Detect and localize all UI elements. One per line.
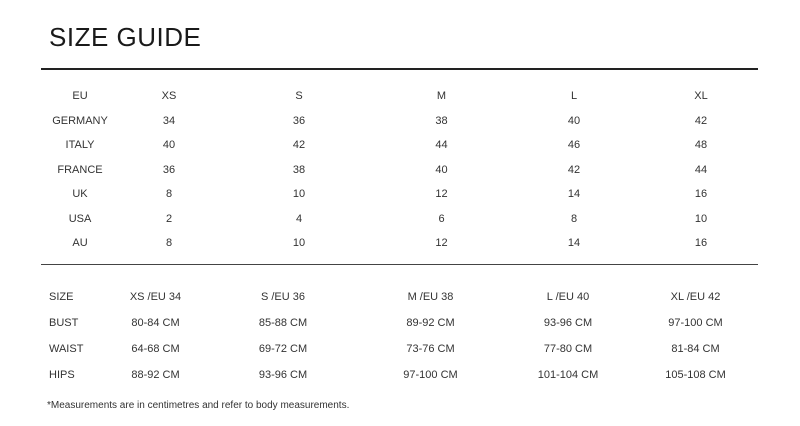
- row-label: UK: [72, 188, 88, 201]
- table-cell: 93-96 CM: [258, 369, 308, 381]
- table-cell: 12: [435, 237, 448, 250]
- table-cell: 46: [567, 139, 581, 152]
- table-cell: 105-108 CM: [665, 369, 726, 381]
- table-cell: 10: [694, 212, 708, 225]
- table-cell: 40: [567, 114, 581, 127]
- conversion-row-header: [41, 84, 758, 109]
- conversion-row: [41, 109, 758, 134]
- table-cell: 64-68 CM: [131, 343, 180, 355]
- row-label: FRANCE: [57, 163, 103, 176]
- table-cell: S /EU 36: [260, 291, 306, 303]
- table-cell: XS: [161, 90, 177, 103]
- row-label: BUST: [49, 317, 79, 329]
- row-label: WAIST: [49, 343, 84, 355]
- row-label: USA: [68, 212, 92, 225]
- table-cell: 8: [165, 188, 173, 201]
- table-cell: 101-104 CM: [537, 369, 599, 381]
- table-cell: 10: [292, 237, 306, 250]
- table-cell: M /EU 38: [407, 291, 454, 303]
- measurement-row-header: [41, 284, 758, 310]
- measurement-row: [41, 362, 758, 388]
- table-cell: 40: [435, 163, 448, 176]
- table-cell: 40: [162, 139, 176, 152]
- size-conversion-table: [41, 84, 758, 256]
- footnote: *Measurements are in centimetres and refer to body measurements.: [47, 400, 350, 411]
- table-cell: 8: [165, 237, 173, 250]
- section-divider: [41, 264, 758, 265]
- table-cell: 8: [570, 212, 578, 225]
- table-cell: XS /EU 34: [129, 291, 182, 303]
- table-cell: 80-84 CM: [131, 317, 180, 329]
- table-cell: 34: [162, 114, 176, 127]
- table-cell: 36: [292, 114, 306, 127]
- conversion-row: [41, 231, 758, 256]
- table-cell: 6: [438, 212, 445, 225]
- table-cell: 69-72 CM: [258, 343, 308, 355]
- table-cell: 42: [567, 163, 581, 176]
- table-cell: 48: [694, 139, 708, 152]
- table-cell: 14: [567, 188, 581, 201]
- table-cell: 38: [292, 163, 306, 176]
- table-cell: 16: [694, 188, 708, 201]
- conversion-row: [41, 182, 758, 207]
- row-label: ITALY: [65, 139, 95, 152]
- table-cell: XL: [694, 90, 708, 103]
- table-cell: S: [295, 90, 303, 103]
- top-divider: [41, 68, 758, 70]
- table-cell: 12: [435, 188, 448, 201]
- table-cell: 4: [295, 212, 303, 225]
- table-cell: 10: [292, 188, 306, 201]
- conversion-row: [41, 158, 758, 183]
- measurement-row: [41, 336, 758, 362]
- table-cell: M: [436, 90, 447, 103]
- table-cell: 88-92 CM: [131, 369, 180, 381]
- row-label: HIPS: [49, 369, 75, 381]
- conversion-row: [41, 133, 758, 158]
- table-cell: 14: [567, 237, 581, 250]
- table-cell: L: [570, 90, 578, 103]
- measurement-row: [41, 310, 758, 336]
- table-cell: XL /EU 42: [670, 291, 721, 303]
- table-cell: 42: [292, 139, 306, 152]
- table-cell: 38: [435, 114, 448, 127]
- table-cell: 97-100 CM: [403, 369, 458, 381]
- table-cell: 93-96 CM: [543, 317, 593, 329]
- body-measurements-table: [41, 284, 758, 388]
- table-cell: 73-76 CM: [406, 343, 455, 355]
- table-cell: 81-84 CM: [671, 343, 720, 355]
- conversion-row: [41, 207, 758, 232]
- table-cell: 77-80 CM: [543, 343, 593, 355]
- row-label: SIZE: [49, 291, 74, 303]
- page-title: SIZE GUIDE: [49, 22, 202, 52]
- table-cell: 2: [165, 212, 173, 225]
- table-cell: 44: [435, 139, 448, 152]
- table-cell: 85-88 CM: [258, 317, 308, 329]
- table-cell: L /EU 40: [546, 291, 590, 303]
- table-cell: 89-92 CM: [406, 317, 455, 329]
- row-label: AU: [72, 237, 88, 250]
- table-cell: 16: [694, 237, 708, 250]
- table-cell: 44: [694, 163, 708, 176]
- table-cell: 36: [162, 163, 176, 176]
- table-cell: 97-100 CM: [668, 317, 723, 329]
- row-label: GERMANY: [52, 114, 108, 127]
- row-label: EU: [72, 90, 88, 103]
- table-cell: 42: [694, 114, 708, 127]
